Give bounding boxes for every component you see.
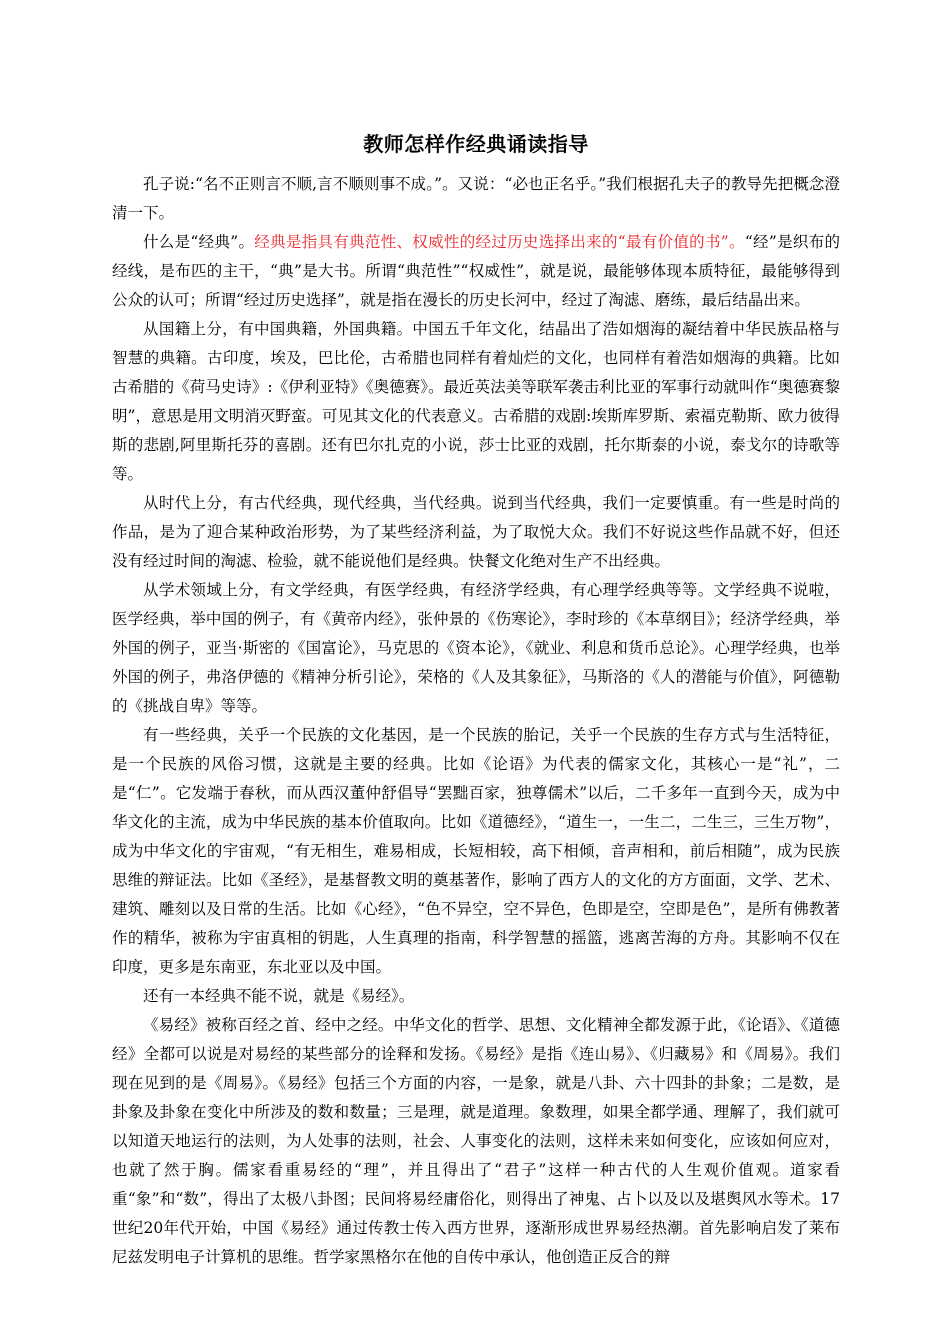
paragraph-8: 《易经》被称百经之首、经中之经。中华文化的哲学、思想、文化精神全都发源于此，《论语》、《道德经》全都可以说是对易经的某些部分的诠释和发扬。《易经》是指《连山易》、《归藏易》和《周易》。我们现在见到的是《周易》。《易经》包括三个方面的内容，一是象，就是八卦、六十四卦的卦象；二是数，是卦象及卦象在变化中所涉及的数和数量；三是理，就是道理。象数理，如果全都学通、理解了，我们就可以知道天地运行的法则，为人处事的法则，社会、人事变化的法则，这样未来如何变化，应该如何应对，也就了然于胸。儒家看重易经的“理”，并且得出了“君子”这样一种古代的人生观价值观。道家看重“象”和“数”，得出了太极八卦图；民间将易经庸俗化，则得出了神鬼、占卜以及以及堪舆风水等术。17世纪20年代开始，中国《易经》通过传教士传入西方世界，逐渐形成世界易经热潮。首先影响启发了莱布尼兹发明电子计算机的思维。哲学家黑格尔在他的自传中承认，他创造正反合的辩 <box>112 1016 840 1266</box>
paragraph-1: 孔子说:“名不正则言不顺,言不顺则事不成。”。又说：“必也正名乎。”我们根据孔夫子的教导先把概念澄清一下。 <box>112 175 840 222</box>
paragraph-2-rest: “经”是织布的经线，是布匹的主干，“典”是大书。所谓“典范性”“权威性”，就是说，最能够体现本质特征，最能够得到公众的认可；所谓“经过历史选择”，就是指在漫长的历史长河中，经过了淘滤、磨练，最后结晶出来。 <box>112 233 840 309</box>
paragraph-7: 还有一本经典不能不说，就是《易经》。 <box>143 987 415 1005</box>
paragraph-2-lead: 什么是“经典”。 <box>143 233 255 251</box>
paragraph-2 <box>112 228 840 315</box>
paragraph-5: 从学术领域上分，有文学经典，有医学经典，有经济学经典，有心理学经典等等。文学经典不说啦，医学经典，举中国的例子，有《黄帝内经》，张仲景的《伤寒论》，李时珍的《本草纲目》；经济学经典，举外国的例子，亚当·斯密的《国富论》，马克思的《资本论》，《就业、利息和货币总论》。心理学经典，也举外国的例子，弗洛伊德的《精神分析引论》，荣格的《人及其象征》，马斯洛的《人的潜能与价值》，阿德勒的《挑战自卑》等等。 <box>112 581 840 715</box>
document-body <box>112 170 840 1272</box>
paragraph-6: 有一些经典，关乎一个民族的文化基因，是一个民族的胎记，关乎一个民族的生存方式与生活特征，是一个民族的风俗习惯，这就是主要的经典。比如《论语》为代表的儒家文化，其核心一是“礼”，二是“仁”。它发端于春秋，而从西汉董仲舒倡导“罢黜百家，独尊儒术”以后，二千多年一直到今天，成为中华文化的主流，成为中华民族的基本价值取向。比如《道德经》，“道生一，一生二，二生三，三生万物”，成为中华文化的宇宙观，“有无相生，难易相成，长短相较，高下相倾，音声相和，前后相随”，成为民族思维的辩证法。比如《圣经》，是基督教文明的奠基著作，影响了西方人的文化的方方面面，文学、艺术、建筑、雕刻以及日常的生活。比如《心经》，“色不异空，空不异色，色即是空，空即是色”，是所有佛教著作的精华，被称为宇宙真相的钥匙，人生真理的指南，科学智慧的摇篮，逃离苦海的方舟。其影响不仅在印度，更多是东南亚，东北亚以及中国。 <box>112 726 840 976</box>
page-title: 教师怎样作经典诵读指导 <box>363 132 589 156</box>
paragraph-3: 从国籍上分，有中国典籍，外国典籍。中国五千年文化，结晶出了浩如烟海的凝结着中华民族品格与智慧的典籍。古印度，埃及，巴比伦，古希腊也同样有着灿烂的文化，也同样有着浩如烟海的典籍。比如古希腊的《荷马史诗》:《伊利亚特》《奥德赛》。最近英法美等联军袭击利比亚的军事行动就叫作“奥德赛黎明”，意思是用文明消灭野蛮。可见其文化的代表意义。古希腊的戏剧:埃斯库罗斯、索福克勒斯、欧力彼得斯的悲剧,阿里斯托芬的喜剧。还有巴尔扎克的小说，莎士比亚的戏剧，托尔斯泰的小说，泰戈尔的诗歌等等。 <box>112 320 840 483</box>
definition-highlight: 经典是指具有典范性、权威性的经过历史选择出来的“最有价值的书”。 <box>254 233 745 251</box>
document-page <box>112 0 840 1272</box>
paragraph-4: 从时代上分，有古代经典，现代经典，当代经典。说到当代经典，我们一定要慎重。有一些是时尚的作品，是为了迎合某种政治形势，为了某些经济利益，为了取悦大众。我们不好说这些作品就不好，但还没有经过时间的淘滤、检验，就不能说他们是经典。快餐文化绝对生产不出经典。 <box>112 494 840 570</box>
